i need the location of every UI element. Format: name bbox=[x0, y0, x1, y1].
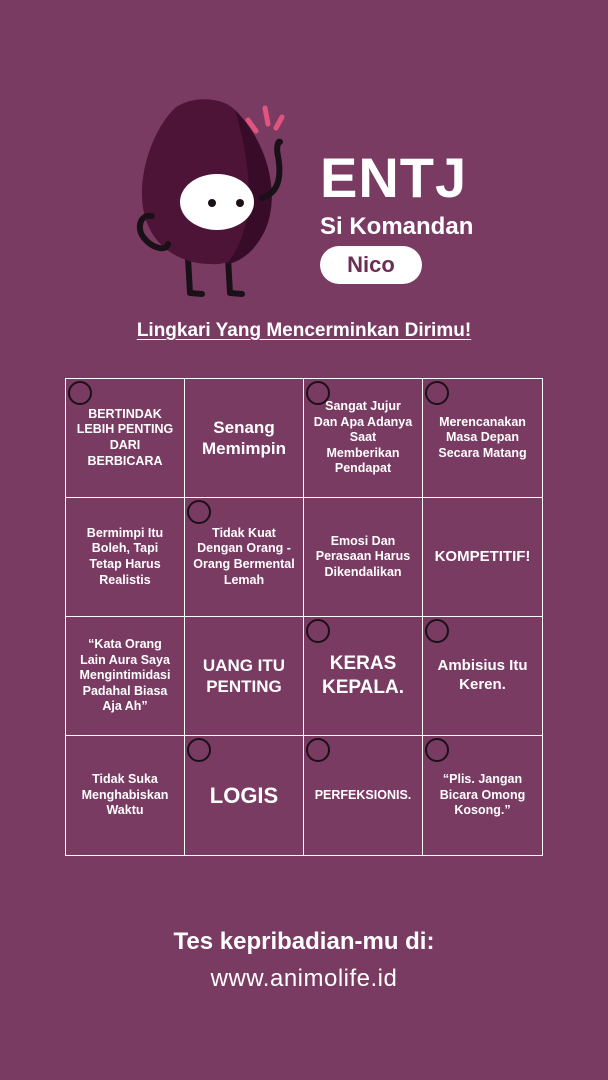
trait-text: Bermimpi Itu Boleh, Tapi Tetap Harus Realistis bbox=[86, 525, 164, 587]
trait-grid bbox=[65, 378, 543, 856]
circle-mark-icon bbox=[425, 619, 449, 643]
trait-cell[interactable] bbox=[304, 617, 423, 736]
personality-type-code: ENTJ bbox=[320, 146, 468, 209]
trait-cell[interactable] bbox=[185, 379, 304, 498]
trait-text: KERAS KEPALA. bbox=[322, 653, 404, 698]
trait-cell[interactable] bbox=[66, 498, 185, 617]
instruction-heading: Lingkari Yang Mencerminkan Dirimu! bbox=[136, 320, 472, 341]
footer-lead-text: Tes kepribadian-mu di: bbox=[173, 928, 435, 955]
circle-mark-icon bbox=[306, 619, 330, 643]
trait-cell[interactable] bbox=[423, 617, 542, 736]
trait-text: LOGIS bbox=[209, 782, 279, 808]
personality-nickname: Si Komandan bbox=[320, 213, 474, 240]
circle-mark-icon bbox=[306, 738, 330, 762]
sparkle-marks bbox=[248, 108, 282, 131]
website-link[interactable]: www.animolife.id bbox=[210, 965, 398, 992]
trait-cell[interactable] bbox=[304, 736, 423, 855]
trait-text: UANG ITU PENTING bbox=[202, 655, 286, 696]
trait-text: KOMPETITIF! bbox=[434, 547, 531, 565]
trait-cell[interactable] bbox=[304, 379, 423, 498]
onion-mascot-icon bbox=[130, 98, 300, 303]
circle-mark-icon bbox=[187, 738, 211, 762]
circle-mark-icon bbox=[68, 381, 92, 405]
trait-cell[interactable] bbox=[304, 498, 423, 617]
trait-text: Ambisius Itu Keren. bbox=[437, 657, 528, 693]
trait-text: “Plis. Jangan Bicara Omong Kosong.” bbox=[439, 772, 526, 818]
trait-cell[interactable] bbox=[185, 736, 304, 855]
character-name-badge: Nico bbox=[320, 246, 422, 284]
title-block bbox=[320, 146, 580, 242]
trait-text: Merencanakan Masa Depan Secara Matang bbox=[438, 414, 527, 460]
trait-text: Senang Memimpin bbox=[201, 417, 287, 458]
trait-text: Sangat Jujur Dan Apa Adanya Saat Memberikan Pendapat bbox=[313, 398, 413, 476]
trait-cell[interactable] bbox=[185, 498, 304, 617]
trait-cell[interactable] bbox=[423, 379, 542, 498]
circle-mark-icon bbox=[306, 381, 330, 405]
trait-cell[interactable] bbox=[66, 379, 185, 498]
trait-text: Emosi Dan Perasaan Harus Dikendalikan bbox=[315, 533, 411, 579]
trait-text: “Kata Orang Lain Aura Saya Mengintimidasi Padahal Biasa Aja Ah” bbox=[79, 636, 171, 714]
trait-text: Tidak Kuat Dengan Orang - Orang Bermental Lemah bbox=[193, 525, 295, 587]
trait-cell[interactable] bbox=[66, 617, 185, 736]
trait-cell[interactable] bbox=[66, 736, 185, 855]
circle-mark-icon bbox=[425, 381, 449, 405]
circle-mark-icon bbox=[425, 738, 449, 762]
trait-text: BERTINDAK LEBIH PENTING DARI BERBICARA bbox=[76, 406, 174, 468]
trait-cell[interactable] bbox=[185, 617, 304, 736]
trait-text: Tidak Suka Menghabiskan Waktu bbox=[81, 772, 169, 818]
circle-mark-icon bbox=[187, 500, 211, 524]
trait-text: PERFEKSIONIS. bbox=[314, 787, 412, 802]
trait-cell[interactable] bbox=[423, 736, 542, 855]
trait-cell[interactable] bbox=[423, 498, 542, 617]
